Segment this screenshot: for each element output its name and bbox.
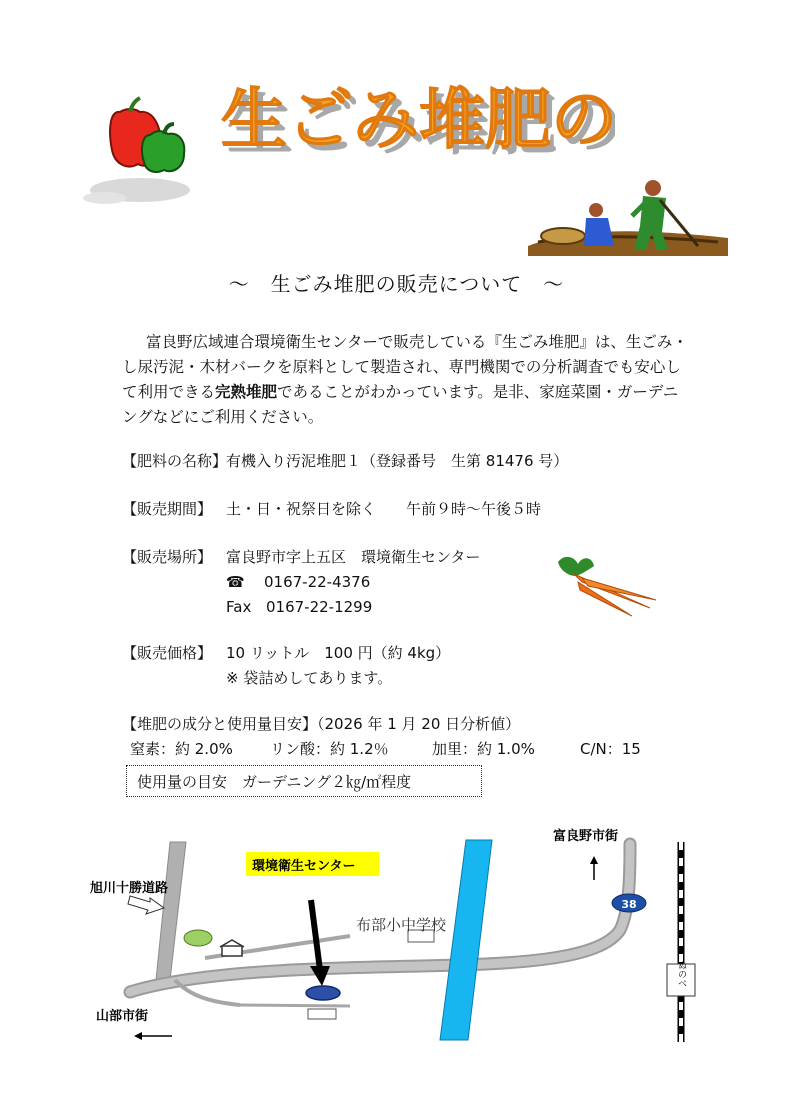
- composition-values: [130, 737, 641, 762]
- highway-arrow: [128, 896, 164, 914]
- fax-label: Fax: [226, 598, 252, 616]
- period-label: 【販売期間】: [122, 500, 213, 518]
- intro-bold: 完熟堆肥: [215, 383, 278, 401]
- peppers-illustration: [80, 90, 210, 205]
- price-value: 10 リットル 100 円（約 4kg）: [226, 644, 451, 662]
- pointer-arrowhead: [310, 966, 330, 986]
- title-text: 生ごみ堆肥の: [221, 81, 615, 158]
- composition-phosphate: リン酸：約 1.2％: [270, 740, 389, 758]
- usage-box: 使用量の目安 ガーデニング２㎏/㎡程度: [126, 765, 482, 797]
- price-label: 【販売価格】: [122, 644, 213, 662]
- composition-nitrogen: 窒素：約 2.0%: [130, 740, 233, 758]
- period-row: [122, 497, 541, 522]
- tel-row: [226, 570, 370, 595]
- yamabe-label: 山部市街: [96, 1009, 149, 1024]
- river: [440, 840, 492, 1040]
- title-shadow: 生ごみ堆肥の: [227, 87, 615, 164]
- highway-road: [156, 842, 186, 980]
- fax-row: [226, 595, 372, 620]
- pointer-arrow: [311, 900, 320, 970]
- place-row: [122, 545, 480, 570]
- furano-label: 富良野市街: [553, 829, 619, 844]
- intro-text-1: 富良野広域連合環境衛生センターで販売している『生ごみ堆肥』は、生ごみ・し尿汚泥・木材バークを原料として製造され、専門機関での分析調査でも安心して利用できる: [122, 333, 688, 401]
- place-address: 富良野市字上五区 環境衛生センター: [226, 548, 481, 566]
- composition-cn: C/N：15: [580, 740, 641, 758]
- tree-icon: [184, 930, 212, 946]
- composition-heading: 【堆肥の成分と使用量目安】（2026 年 1 月 20 日分析値）: [122, 715, 521, 733]
- school-label: 布部小中学校: [356, 916, 447, 934]
- fertilizer-row: [122, 449, 568, 474]
- fax-value: 0167-22-1299: [266, 598, 373, 616]
- fertilizer-label: 【肥料の名称】: [122, 452, 228, 470]
- subtitle: ～ 生ごみ堆肥の販売について ～: [228, 272, 565, 296]
- intro-paragraph: [122, 330, 692, 430]
- center-label: 環境衛生センター: [252, 859, 356, 874]
- station-label: ぬのべ: [676, 960, 686, 988]
- composition-potash: 加里：約 1.0%: [432, 740, 535, 758]
- side-road-2: [240, 1005, 350, 1006]
- period-value: 土・日・祝祭日を除く 午前９時～午後５時: [226, 500, 542, 518]
- tel-value: 0167-22-4376: [264, 573, 371, 591]
- intro-text-2: であることがわかっています。是非、家庭菜園・ガーデニングなどにご利用ください。: [122, 383, 679, 426]
- center-building-icon: [308, 1009, 336, 1019]
- house-icon: [222, 946, 242, 956]
- farmers-illustration: [528, 176, 728, 264]
- page-title: [215, 70, 615, 170]
- asahikawa-label: 旭川十勝道路: [90, 881, 169, 896]
- carrots-illustration: [552, 552, 662, 620]
- route-38-label: 38: [621, 898, 637, 911]
- price-row: [122, 641, 450, 666]
- phone-icon: ☎: [226, 573, 245, 591]
- access-map: [0, 820, 793, 1060]
- place-label: 【販売場所】: [122, 548, 213, 566]
- fertilizer-value: 有機入り汚泥堆肥１（登録番号 生第 81476 号）: [226, 452, 569, 470]
- center-marker-icon: [306, 986, 340, 1000]
- price-note: ※ 袋詰めしてあります。: [226, 669, 393, 687]
